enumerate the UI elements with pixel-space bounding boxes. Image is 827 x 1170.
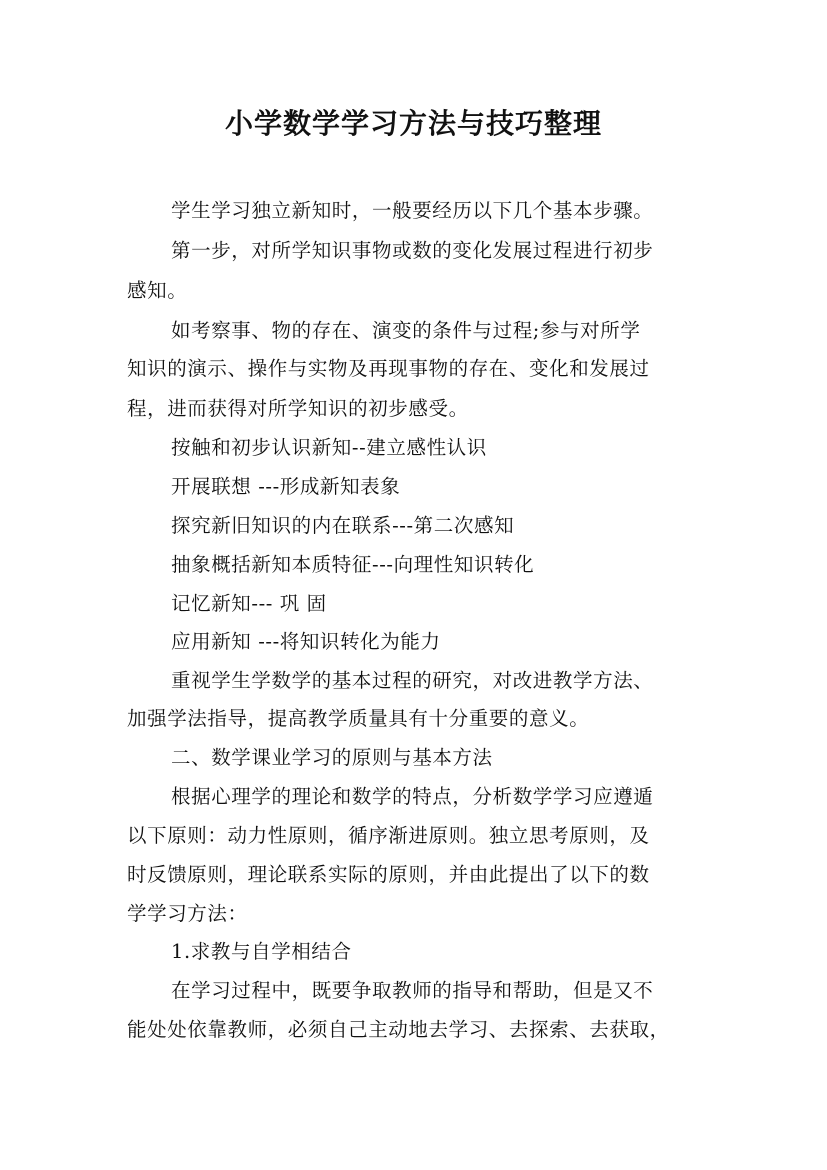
paragraph-line: 时反馈原则，理论联系实际的原则，并由此提出了以下的数 — [127, 863, 650, 886]
paragraph-line: 探究新旧知识的内在联系---第二次感知 — [171, 514, 515, 537]
paragraph-line: 重视学生学数学的基本过程的研究，对改进教学方法、 — [171, 669, 654, 692]
paragraph-line: 应用新知 ---将知识转化为能力 — [171, 630, 441, 653]
paragraph-line: 学生学习独立新知时，一般要经历以下几个基本步骤。 — [171, 199, 654, 222]
paragraph-line: 知识的演示、操作与实物及再现事物的存在、变化和发展过 — [127, 357, 650, 380]
paragraph-line: 学学习方法： — [127, 902, 248, 925]
subsection-heading: 1.求教与自学相结合 — [171, 940, 352, 963]
paragraph-line: 根据心理学的理论和数学的特点，分析数学学习应遵遁 — [171, 785, 654, 808]
paragraph-line: 第一步，对所学知识事物或数的变化发展过程进行初步 — [171, 239, 654, 262]
paragraph-line: 能处处依靠教师，必须自己主动地去学习、去探索、去获取， — [127, 1018, 670, 1041]
paragraph-line: 感知。 — [127, 279, 188, 302]
paragraph-line: 如考察事、物的存在、演变的条件与过程;参与对所学 — [171, 319, 641, 342]
document-title: 小学数学学习方法与技巧整理 — [224, 107, 602, 140]
paragraph-line: 加强学法指导，提高教学质量具有十分重要的意义。 — [127, 707, 590, 730]
paragraph-line: 按触和初步认识新知--建立感性认识 — [171, 436, 487, 459]
paragraph-line: 开展联想 ---形成新知表象 — [171, 475, 401, 498]
paragraph-line: 以下原则：动力性原则，循序渐进原则。独立思考原则，及 — [127, 824, 650, 847]
paragraph-line: 在学习过程中，既要争取教师的指导和帮助，但是又不 — [171, 979, 654, 1002]
paragraph-line: 记忆新知--- 巩 固 — [171, 592, 327, 615]
paragraph-line: 抽象概括新知本质特征---向理性知识转化 — [171, 553, 535, 576]
section-heading: 二、数学课业学习的原则与基本方法 — [171, 746, 493, 769]
paragraph-line: 程，进而获得对所学知识的初步感受。 — [127, 397, 469, 420]
